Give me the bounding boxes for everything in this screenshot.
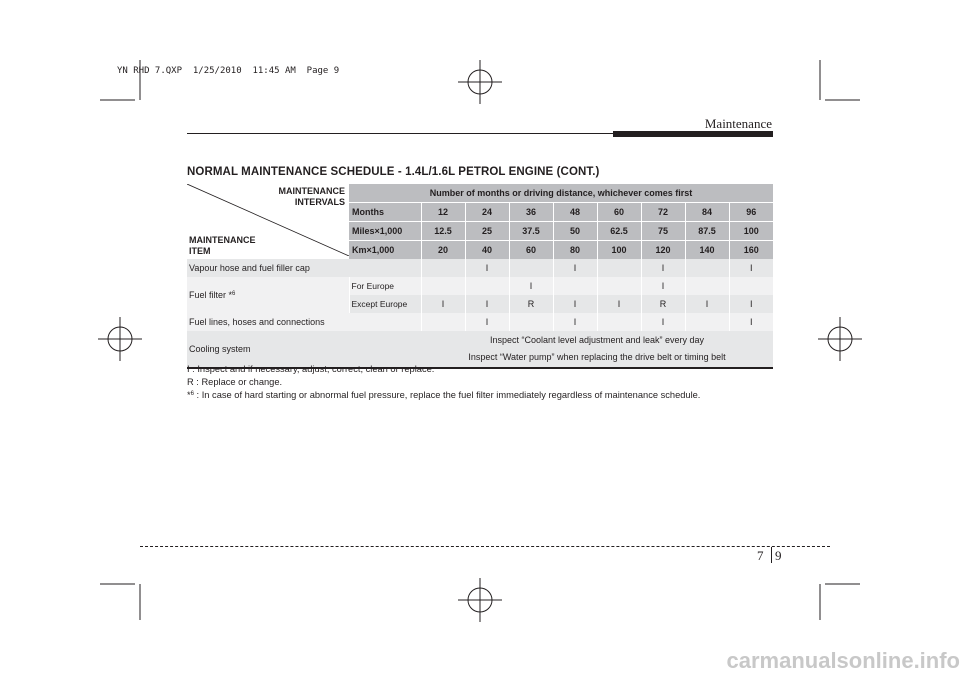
corner-bottom-line-1: MAINTENANCE <box>189 235 256 245</box>
item-row-vapour-hose <box>187 259 773 277</box>
legend-notes <box>187 363 700 402</box>
note-footnote <box>187 388 700 402</box>
interval-value-1: 25 <box>465 222 509 241</box>
schedule-cell-6 <box>685 259 729 277</box>
interval-value-2: 36 <box>509 203 553 222</box>
interval-value-2: 60 <box>509 241 553 260</box>
sub-label-except-europe: Except Europe <box>349 295 421 313</box>
fuel-filter-text: Fuel filter * <box>189 290 233 300</box>
table-corner-cell <box>187 184 349 259</box>
schedule-cell-1 <box>465 277 509 295</box>
note-star-text: : In case of hard starting or abnormal fuel pressure, replace the fuel filter immediately regardless of maintenance schedule. <box>193 390 701 400</box>
schedule-cell-0 <box>421 313 465 331</box>
interval-value-7: 160 <box>729 241 773 260</box>
interval-value-3: 50 <box>553 222 597 241</box>
schedule-cell-7: I <box>729 259 773 277</box>
interval-value-5: 120 <box>641 241 685 260</box>
print-slug: YN RHD 7.QXP 1/25/2010 11:45 AM Page 9 <box>117 66 340 76</box>
interval-value-3: 80 <box>553 241 597 260</box>
schedule-cell-1: I <box>465 313 509 331</box>
interval-value-2: 37.5 <box>509 222 553 241</box>
schedule-cell-5: I <box>641 313 685 331</box>
schedule-cell-5: R <box>641 295 685 313</box>
page-number-separator <box>771 547 772 563</box>
schedule-cell-7: I <box>729 295 773 313</box>
item-row-fuel-lines <box>187 313 773 331</box>
item-row-fuel-filter-europe <box>187 277 773 295</box>
item-label-fuel-filter <box>187 277 349 313</box>
schedule-cell-1: I <box>465 259 509 277</box>
schedule-cell-3: I <box>553 259 597 277</box>
header-bar <box>613 131 773 137</box>
watermark: carmanualsonline.info <box>726 648 960 673</box>
maintenance-schedule-table <box>187 184 773 369</box>
corner-intervals-label <box>279 186 346 208</box>
cooling-line-1: Inspect “Coolant level adjustment and leak” every day <box>489 335 705 345</box>
interval-value-3: 48 <box>553 203 597 222</box>
interval-value-6: 84 <box>685 203 729 222</box>
schedule-cell-6: I <box>685 295 729 313</box>
schedule-cell-4 <box>597 313 641 331</box>
footer-dashed-rule <box>140 546 830 547</box>
page-chapter: 7 <box>757 548 764 563</box>
interval-value-4: 60 <box>597 203 641 222</box>
fuel-filter-footnote-mark: 6 <box>232 291 236 297</box>
schedule-cell-5: I <box>641 277 685 295</box>
interval-value-7: 100 <box>729 222 773 241</box>
interval-value-5: 75 <box>641 222 685 241</box>
item-label: Vapour hose and fuel filler cap <box>189 263 310 273</box>
schedule-cell-7: I <box>729 313 773 331</box>
interval-value-0: 12 <box>421 203 465 222</box>
interval-label: Months <box>349 203 421 222</box>
corner-top-line-2: INTERVALS <box>294 197 345 207</box>
schedule-cell-4: I <box>597 295 641 313</box>
interval-value-6: 87.5 <box>685 222 729 241</box>
schedule-cell-2 <box>509 259 553 277</box>
schedule-cell-0 <box>421 277 465 295</box>
note-star-mark: 6 <box>190 391 194 397</box>
schedule-cell-0 <box>421 259 465 277</box>
interval-label: Miles×1,000 <box>349 222 421 241</box>
interval-value-7: 96 <box>729 203 773 222</box>
schedule-cell-7 <box>729 277 773 295</box>
interval-value-5: 72 <box>641 203 685 222</box>
note-star: * <box>187 390 191 400</box>
schedule-cell-0: I <box>421 295 465 313</box>
interval-value-0: 20 <box>421 241 465 260</box>
interval-value-1: 40 <box>465 241 509 260</box>
item-label-cooling: Cooling system <box>189 344 251 354</box>
interval-value-4: 100 <box>597 241 641 260</box>
schedule-cell-3 <box>553 277 597 295</box>
sub-label-europe: For Europe <box>349 277 421 295</box>
note-replace: R : Replace or change. <box>187 376 283 387</box>
interval-value-4: 62.5 <box>597 222 641 241</box>
schedule-cell-5: I <box>641 259 685 277</box>
corner-bottom-line-2: ITEM <box>189 246 211 256</box>
interval-value-0: 12.5 <box>421 222 465 241</box>
schedule-cell-1: I <box>465 295 509 313</box>
interval-value-6: 140 <box>685 241 729 260</box>
schedule-cell-3: I <box>553 313 597 331</box>
schedule-cell-3: I <box>553 295 597 313</box>
chapter-header-title: Maintenance <box>704 116 772 131</box>
schedule-cell-6 <box>685 277 729 295</box>
schedule-cell-2: I <box>509 277 553 295</box>
section-title: NORMAL MAINTENANCE SCHEDULE - 1.4L/1.6L PETROL ENGINE (CONT.) <box>187 166 600 178</box>
header-rule <box>187 133 613 134</box>
schedule-cell-2: R <box>509 295 553 313</box>
page-number <box>757 548 764 564</box>
corner-item-label <box>189 235 256 257</box>
note-inspect: I : Inspect and if necessary, adjust, correct, clean or replace. <box>187 364 435 374</box>
schedule-cell-4 <box>597 259 641 277</box>
item-label: Fuel lines, hoses and connections <box>189 317 325 327</box>
interval-value-1: 24 <box>465 203 509 222</box>
interval-label: Km×1,000 <box>349 241 421 260</box>
page-number-page: 9 <box>775 548 782 563</box>
schedule-cell-6 <box>685 313 729 331</box>
schedule-cell-4 <box>597 277 641 295</box>
schedule-cell-2 <box>509 313 553 331</box>
span-header: Number of months or driving distance, whichever comes first <box>429 188 693 198</box>
corner-top-line-1: MAINTENANCE <box>278 186 345 196</box>
cooling-line-2: Inspect “Water pump” when replacing the drive belt or timing belt <box>468 352 726 362</box>
